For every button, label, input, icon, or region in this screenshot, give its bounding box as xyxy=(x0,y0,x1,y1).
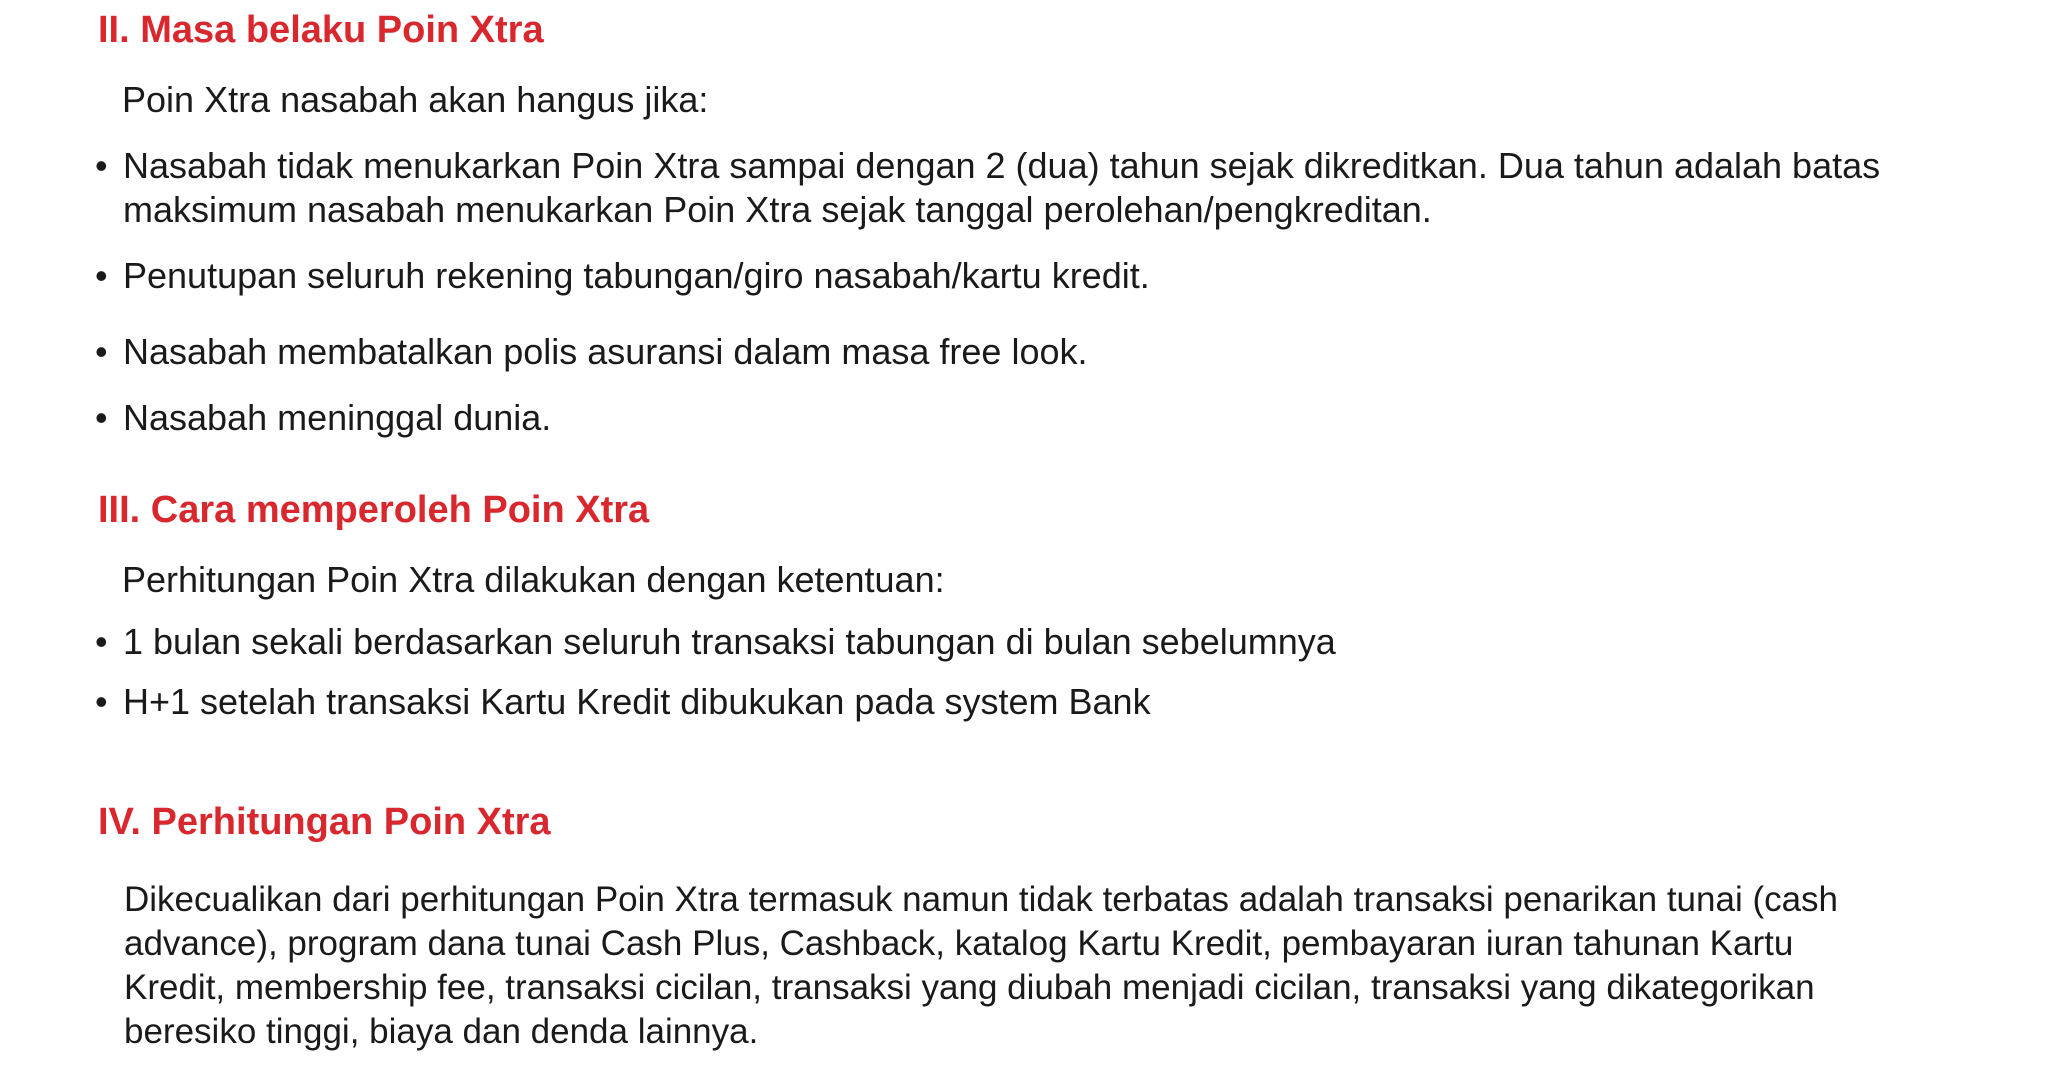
bullet-text: Nasabah tidak menukarkan Poin Xtra sampai dengan 2 (dua) tahun sejak dikreditkan. Dua tahun adalah batas maksimum nasabah menukarkan Poin Xtra sejak tanggal perolehan/pengkreditan. xyxy=(123,145,1881,230)
section-paragraph-perhitungan: Dikecualikan dari perhitungan Poin Xtra termasuk namun tidak terbatas adalah transaksi penarikan tunai (cash advance), program dana tunai Cash Plus, Cashback, katalog Kartu Kredit, pembayaran iuran tahunan Kartu Kredit, membership fee, transaksi cicilan, transaksi yang diubah menjadi cicilan, transaksi yang dikategorikan beresiko tinggi, biaya dan denda lainnya. xyxy=(124,880,1839,1051)
bullet-dot-icon: • xyxy=(95,681,108,722)
bullet-item xyxy=(95,620,1895,664)
bullet-item xyxy=(95,330,1895,374)
bullet-text: 1 bulan sekali berdasarkan seluruh transaksi tabungan di bulan sebelumnya xyxy=(123,621,1336,662)
bullet-item xyxy=(95,144,1895,232)
bullet-dot-icon: • xyxy=(95,397,108,438)
section-heading-perhitungan: IV. Perhitungan Poin Xtra xyxy=(98,801,551,843)
section-heading-cara-memperoleh: III. Cara memperoleh Poin Xtra xyxy=(98,489,650,531)
bullet-dot-icon: • xyxy=(95,255,108,296)
section-heading-masa-berlaku: II. Masa belaku Poin Xtra xyxy=(98,9,544,51)
bullet-dot-icon: • xyxy=(95,331,108,372)
bullet-dot-icon: • xyxy=(95,145,108,186)
bullet-text: Penutupan seluruh rekening tabungan/giro nasabah/kartu kredit. xyxy=(123,255,1150,296)
bullet-dot-icon: • xyxy=(95,621,108,662)
bullet-text: Nasabah meninggal dunia. xyxy=(123,397,552,438)
bullet-item xyxy=(95,254,1895,298)
bullet-item xyxy=(95,680,1895,724)
section-intro-masa-berlaku: Poin Xtra nasabah akan hangus jika: xyxy=(122,79,709,120)
bullet-item xyxy=(95,396,1895,440)
section-intro-cara-memperoleh: Perhitungan Poin Xtra dilakukan dengan ketentuan: xyxy=(122,559,945,600)
bullet-text: H+1 setelah transaksi Kartu Kredit dibukukan pada system Bank xyxy=(123,681,1151,722)
bullet-text: Nasabah membatalkan polis asuransi dalam masa free look. xyxy=(123,331,1088,372)
